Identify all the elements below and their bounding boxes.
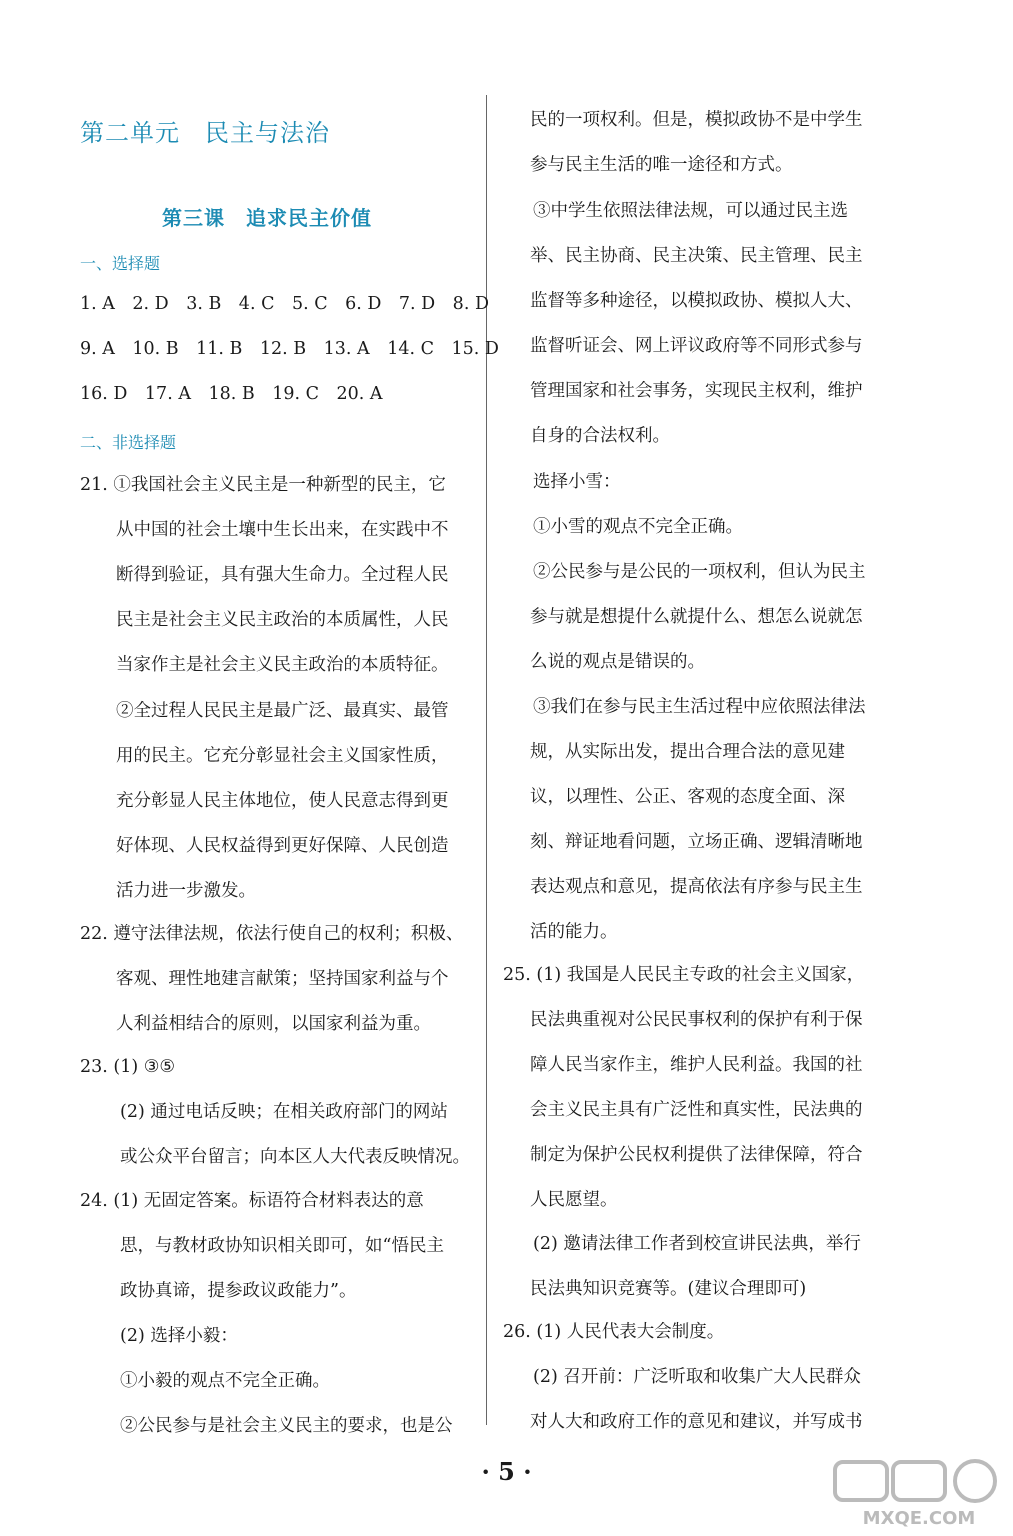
left-text-line: 从中国的社会土壤中生长出来，在实践中不 (116, 520, 449, 540)
left-text-line: 充分彰显人民主体地位，使人民意志得到更 (116, 791, 449, 811)
right-text-line: 对人大和政府工作的意见和建议，并写成书 (530, 1412, 863, 1432)
left-text-line: 1. A 2. D 3. B 4. C 5. C 6. D 7. D 8. D (80, 294, 489, 314)
right-text-line: ③中学生依照法律法规，可以通过民主选 (533, 201, 848, 221)
left-text-line: 9. A 10. B 11. B 12. B 13. A 14. C 15. D (80, 339, 499, 359)
right-text-line: 人民愿望。 (530, 1190, 618, 1210)
right-text-line: 么说的观点是错误的。 (530, 652, 705, 672)
right-text-line: 活的能力。 (530, 922, 618, 942)
right-text-line: 25. (1) 我国是人民民主专政的社会主义国家， (503, 965, 865, 985)
section-heading-nonchoice: 二、非选择题 (80, 433, 177, 452)
right-text-line: 参与就是想提什么就提什么、想怎么说就怎 (530, 607, 863, 627)
right-text-line: ③我们在参与民主生活过程中应依照法律法 (533, 697, 866, 717)
right-text-line: (2) 邀请法律工作者到校宣讲民法典，举行 (533, 1234, 861, 1254)
right-text-line: 障人民当家作主，维护人民利益。我国的社 (530, 1055, 863, 1075)
right-text-line: 选择小雪： (533, 472, 621, 492)
left-text-line: 或公众平台留言；向本区人大代表反映情况。 (120, 1147, 470, 1167)
right-text-line: 会主义民主具有广泛性和真实性，民法典的 (530, 1100, 863, 1120)
right-text-line: 举、民主协商、民主决策、民主管理、民主 (530, 246, 863, 266)
right-text-line: 监督等多种途径，以模拟政协、模拟人大、 (530, 291, 863, 311)
left-text-line: (2) 通过电话反映；在相关政府部门的网站 (120, 1102, 448, 1122)
left-text-line: 当家作主是社会主义民主政治的本质特征。 (116, 655, 449, 675)
svg-text:MXQE.COM: MXQE.COM (862, 1508, 976, 1529)
left-text-line: 22. 遵守法律法规，依法行使自己的权利；积极、 (80, 924, 464, 944)
right-text-line: 规，从实际出发，提出合理合法的意见建 (530, 742, 845, 762)
lesson-title: 第三课 追求民主价值 (162, 206, 372, 230)
right-text-line: 管理国家和社会事务，实现民主权利，维护 (530, 381, 863, 401)
left-text-line: 人利益相结合的原则，以国家利益为重。 (116, 1014, 431, 1034)
right-text-line: (2) 召开前：广泛听取和收集广大人民群众 (533, 1367, 861, 1387)
right-text-line: 自身的合法权利。 (530, 426, 670, 446)
left-text-line: ②公民参与是社会主义民主的要求，也是公 (120, 1416, 453, 1436)
right-text-line: 民的一项权利。但是，模拟政协不是中学生 (530, 110, 863, 130)
left-text-line: 民主是社会主义民主政治的本质属性，人民 (116, 610, 449, 630)
left-text-line: ①小毅的观点不完全正确。 (120, 1371, 330, 1391)
left-text-line: ②全过程人民民主是最广泛、最真实、最管 (116, 701, 449, 721)
right-text-line: 民法典知识竞赛等。(建议合理即可) (530, 1279, 807, 1299)
left-text-line: 23. (1) ③⑤ (80, 1057, 176, 1077)
left-text-line: 用的民主。它充分彰显社会主义国家性质， (116, 746, 449, 766)
left-text-line: 政协真谛，提参政议政能力”。 (120, 1281, 357, 1301)
left-text-line: 21. ①我国社会主义民主是一种新型的民主，它 (80, 475, 446, 495)
left-text-line: 客观、理性地建言献策；坚持国家利益与个 (116, 969, 449, 989)
left-text-line: 好体现、人民权益得到更好保障、人民创造 (116, 836, 449, 856)
right-text-line: 制定为保护公民权利提供了法律保障，符合 (530, 1145, 863, 1165)
right-text-line: 议，以理性、公正、客观的态度全面、深 (530, 787, 845, 807)
right-text-line: 民法典重视对公民民事权利的保护有利于保 (530, 1010, 863, 1030)
right-text-line: 表达观点和意见，提高依法有序参与民主生 (530, 877, 863, 897)
unit-title: 第二单元 民主与法治 (80, 119, 330, 147)
left-text-line: 16. D 17. A 18. B 19. C 20. A (80, 384, 383, 404)
left-text-line: 思，与教材政协知识相关即可，如“悟民主 (120, 1236, 444, 1256)
right-text-line: 监督听证会、网上评议政府等不同形式参与 (530, 336, 863, 356)
left-text-line: 活力进一步激发。 (116, 881, 256, 901)
left-text-line: (2) 选择小毅： (120, 1326, 238, 1346)
right-text-line: 参与民主生活的唯一途径和方式。 (530, 155, 793, 175)
left-text-line: 24. (1) 无固定答案。标语符合材料表达的意 (80, 1191, 424, 1211)
watermark-logo (833, 1458, 1005, 1530)
left-text-line: 断得到验证，具有强大生命力。全过程人民 (116, 565, 449, 585)
right-text-line: ①小雪的观点不完全正确。 (533, 517, 743, 537)
right-text-line: ②公民参与是公民的一项权利，但认为民主 (533, 562, 866, 582)
right-text-line: 26. (1) 人民代表大会制度。 (503, 1322, 725, 1342)
page-number: · 5 · (481, 1457, 532, 1486)
right-text-line: 刻、辩证地看问题，立场正确、逻辑清晰地 (530, 832, 863, 852)
section-heading-choice: 一、选择题 (80, 254, 161, 273)
